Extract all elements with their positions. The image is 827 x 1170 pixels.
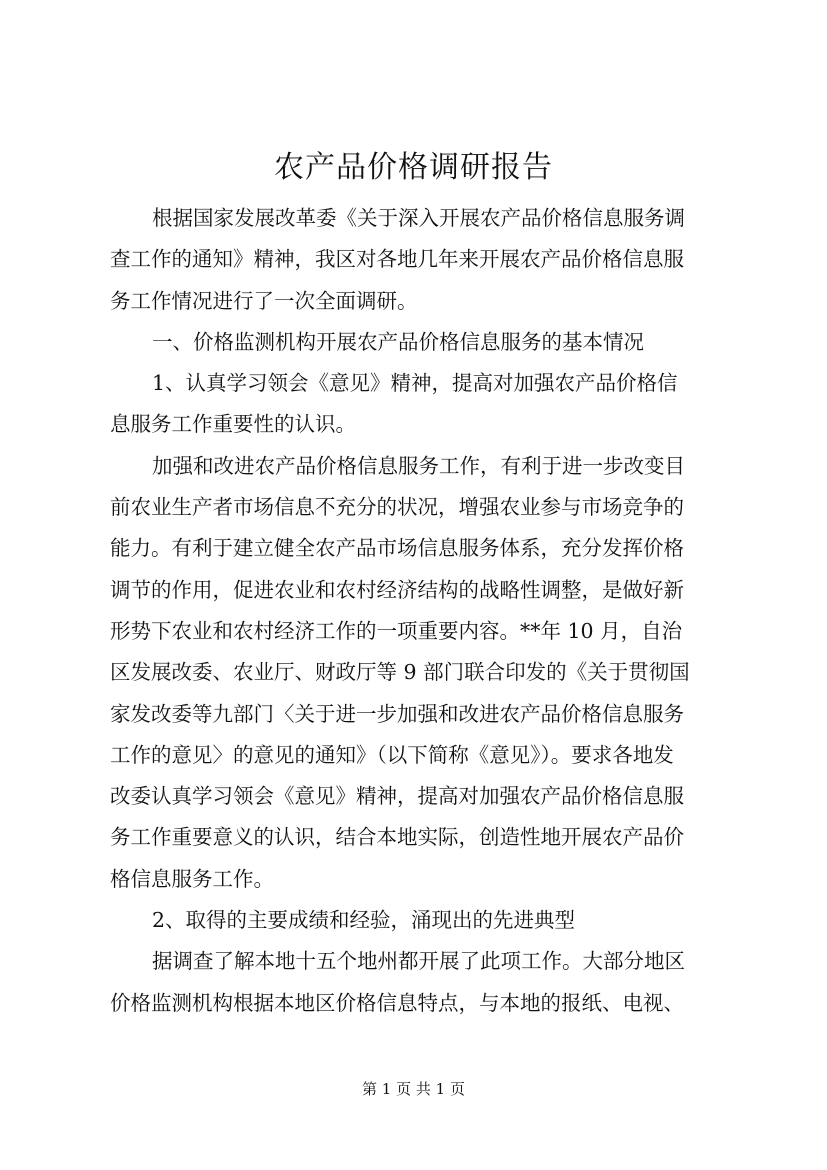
- paragraph-line: 前农业生产者市场信息不充分的状况，增强农业参与市场竞争的: [110, 495, 684, 520]
- document-body: [110, 198, 730, 1024]
- paragraph-line: 家发改委等九部门〈关于进一步加强和改进农产品价格信息服务: [110, 701, 684, 726]
- paragraph-line: 能力。有利于建立健全农产品市场信息服务体系，充分发挥价格: [110, 536, 684, 561]
- paragraph-line: 区发展改委、农业厅、财政厅等 9 部门联合印发的《关于贯彻国: [110, 660, 690, 685]
- paragraph-line: 工作的意见〉的意见的通知》（以下简称《意见》）。要求各地发: [110, 742, 674, 767]
- paragraph-line: 务工作情况进行了一次全面调研。: [110, 288, 418, 313]
- paragraph-line: 据调查了解本地十五个地州都开展了此项工作。大部分地区: [152, 949, 685, 974]
- paragraph-line: 加强和改进农产品价格信息服务工作，有利于进一步改变目: [152, 453, 685, 478]
- paragraph-line: 息服务工作重要性的认识。: [110, 412, 356, 437]
- page-number-footer: 第 1 页 共 1 页: [362, 1080, 465, 1098]
- paragraph-line: 务工作重要意义的认识，结合本地实际，创造性地开展农产品价: [110, 825, 684, 850]
- paragraph-line: 价格监测机构根据本地区价格信息特点，与本地的报纸、电视、: [110, 990, 684, 1015]
- subsection-heading-1: 1、认真学习领会《意见》精神，提高对加强农产品价格信: [152, 371, 678, 396]
- paragraph-line: 调节的作用，促进农业和农村经济结构的战略性调整，是做好新: [110, 577, 684, 602]
- paragraph-line: 根据国家发展改革委《关于深入开展农产品价格信息服务调: [152, 206, 685, 230]
- paragraph-line: 改委认真学习领会《意见》精神，提高对加强农产品价格信息服: [110, 784, 684, 809]
- section-heading-1: 一、价格监测机构开展农产品价格信息服务的基本情况: [152, 329, 644, 354]
- paragraph-line: 形势下农业和农村经济工作的一项重要内容。**年 10 月，自治: [110, 618, 683, 643]
- paragraph-line: 查工作的通知》精神，我区对各地几年来开展农产品价格信息服: [110, 247, 684, 272]
- paragraph-line: 格信息服务工作。: [110, 866, 274, 891]
- subsection-heading-2: 2、取得的主要成绩和经验，涌现出的先进典型: [152, 908, 576, 933]
- document-title: 农产品价格调研报告: [274, 150, 553, 185]
